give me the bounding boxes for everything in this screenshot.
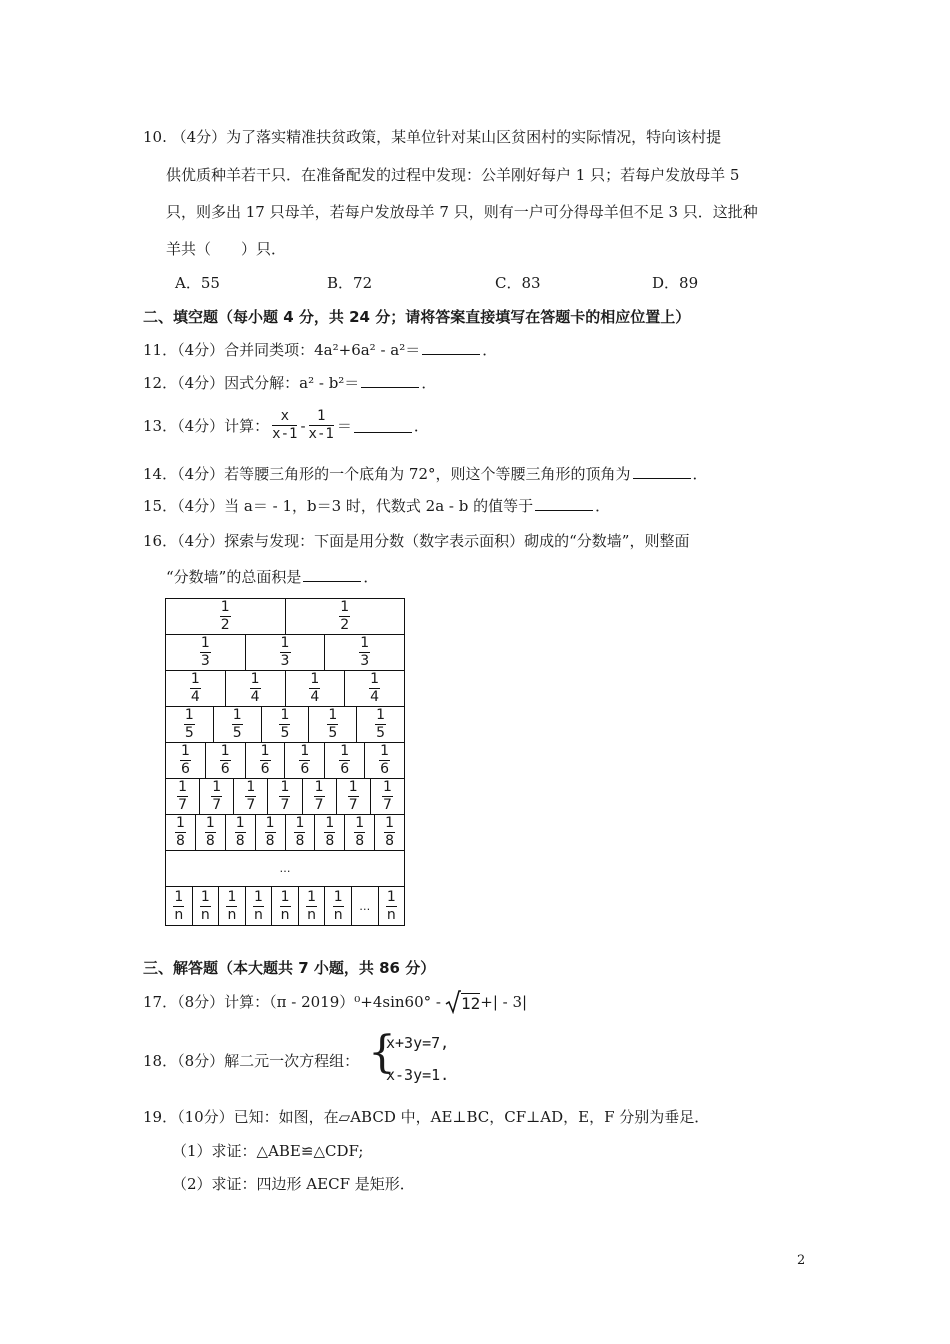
wall-cell: [206, 743, 246, 778]
wall-cell: [166, 743, 206, 778]
fraction-numerator: 1: [386, 888, 396, 905]
fraction-1-over-8: [384, 816, 395, 849]
fraction-denominator: n: [227, 906, 237, 923]
radical-sign: [445, 990, 461, 1014]
fraction-denominator: 2: [340, 617, 350, 633]
q13-minus: -: [300, 416, 306, 435]
q10-line4: 羊共（ ）只．: [166, 240, 287, 258]
wall-ellipsis: …: [279, 862, 291, 875]
fraction-1-over-n: [280, 890, 291, 923]
wall-cell: [325, 887, 352, 925]
q13-equals: ＝: [336, 416, 352, 435]
fraction-numerator: 1: [174, 888, 184, 905]
fraction-denominator: 6: [220, 761, 230, 777]
fraction-denominator: 7: [178, 797, 188, 813]
wall-cell: [357, 707, 404, 742]
wall-cell: [303, 779, 337, 814]
fraction-denominator: 7: [382, 797, 392, 813]
wall-cell: [371, 779, 404, 814]
fraction-1-over-n: [306, 890, 317, 923]
wall-cell: [226, 815, 256, 850]
wall-cell: [166, 779, 200, 814]
wall-cell: [246, 743, 286, 778]
fraction-1-over-6: [260, 744, 271, 777]
wall-cell: [196, 815, 226, 850]
wall-cell: [345, 815, 375, 850]
fraction-numerator: 1: [175, 815, 185, 831]
fraction-numerator: 1: [280, 635, 290, 651]
fraction-denominator: 5: [376, 725, 386, 741]
fraction-denominator: 8: [355, 833, 365, 849]
wall-row-6: [166, 743, 404, 779]
fraction-numerator: 1: [220, 599, 230, 615]
fraction-denominator: 4: [190, 689, 200, 705]
fraction-denominator: 6: [380, 761, 389, 777]
fraction-denominator: 3: [280, 653, 290, 669]
wall-cell: [325, 635, 404, 670]
wall-cell: [379, 887, 405, 925]
q11: [143, 340, 497, 360]
fraction-denominator: 8: [295, 833, 305, 849]
q12: [143, 373, 436, 393]
fraction-numerator: 1: [340, 743, 350, 759]
fraction-numerator: 1: [307, 888, 317, 905]
q18-text: 18．（8分）解二元一次方程组：: [143, 1052, 360, 1070]
fraction-denominator: 5: [184, 725, 194, 741]
fraction-1-over-6: [180, 744, 191, 777]
q17-text: 17．（8分）计算：（π - 2019）⁰+4sin60° -: [143, 993, 441, 1011]
q16-end: ．: [363, 568, 379, 586]
fraction-1-over-3: [280, 636, 291, 669]
wall-row-4: [166, 671, 404, 707]
fraction-1-over-6: [339, 744, 350, 777]
fraction-denominator: n: [280, 906, 290, 923]
wall-cell: [256, 815, 286, 850]
q16-line1: 16．（4分）探索与发现：下面是用分数（数字表示面积）砌成的“分数墙”，则整面: [143, 532, 690, 550]
fraction-denominator: 5: [280, 725, 290, 741]
q12-end: ．: [421, 374, 437, 392]
wall-cell: [200, 779, 234, 814]
fraction-denominator: 2: [220, 617, 230, 633]
wall-row-7: [166, 779, 404, 815]
fraction-1-over-8: [175, 816, 186, 849]
fraction-wall: [165, 598, 405, 926]
fraction-1-over-n: [253, 890, 264, 923]
fraction-numerator: 1: [250, 671, 260, 687]
fraction-1-over-4: [369, 672, 380, 705]
wall-cell: [337, 779, 371, 814]
fraction-denominator: 6: [300, 761, 310, 777]
fraction-numerator: 1: [178, 779, 188, 795]
fraction-1-over-7: [245, 780, 256, 813]
fraction-numerator: 1: [184, 707, 194, 723]
fraction-1-over-7: [177, 780, 188, 813]
q19-line1: 19．（10分）已知：如图，在▱ABCD 中，AE⊥BC，CF⊥AD，E，F 分别为垂足．: [143, 1108, 710, 1126]
fraction-numerator: 1: [190, 671, 200, 687]
fraction-1-over-5: [232, 708, 243, 741]
wall-cell: [286, 599, 405, 634]
fraction-1-over-n: [200, 890, 211, 923]
q11-text: 11．（4分）合并同类项：4a²+6a² - a²＝: [143, 341, 421, 359]
fraction-1-over-5: [327, 708, 338, 741]
fraction-denominator: 6: [180, 761, 190, 777]
q16-text: “分数墙”的总面积是: [166, 568, 302, 586]
fraction-denominator: 6: [340, 761, 350, 777]
wall-row-3: [166, 635, 404, 671]
fraction-denominator: 5: [232, 725, 242, 741]
wall-cell: [286, 671, 346, 706]
fraction-denominator: 8: [235, 833, 245, 849]
fraction-1-over-5: [184, 708, 195, 741]
fraction-numerator: 1: [328, 707, 338, 723]
q12-answer-blank: [361, 373, 419, 388]
q13-end: ．: [413, 416, 429, 435]
q13-fraction-1: [272, 408, 297, 443]
fraction-numerator: 1: [314, 779, 324, 795]
wall-cell: [299, 887, 326, 925]
fraction-1-over-4: [309, 672, 320, 705]
wall-cell: [262, 707, 310, 742]
fraction-1-over-8: [324, 816, 335, 849]
fraction-denominator: 4: [370, 689, 380, 705]
fraction-numerator: 1: [254, 888, 263, 905]
fraction-numerator: 1: [246, 779, 256, 795]
fraction-numerator: 1: [280, 779, 290, 795]
fraction-1-over-3: [359, 636, 370, 669]
wall-cell: [193, 887, 220, 925]
wall-cell: [286, 815, 316, 850]
wall-row-8: [166, 815, 404, 851]
fraction-denominator: 4: [310, 689, 320, 705]
fraction-denominator: n: [386, 906, 396, 923]
q14-end: ．: [692, 465, 708, 483]
fraction-denominator: n: [307, 906, 317, 923]
fraction-denominator: 8: [205, 833, 215, 849]
fraction-1-over-2: [339, 600, 350, 633]
section-heading-solutions: 三、解答题（本大题共 7 小题，共 86 分）: [143, 959, 436, 977]
fraction-numerator: 1: [310, 671, 320, 687]
fraction-numerator: 1: [295, 815, 305, 831]
fraction-numerator: 1: [227, 888, 237, 905]
equation-system-brace: {: [368, 1027, 396, 1078]
fraction-1-over-n: [226, 890, 237, 923]
fraction-denominator: 7: [348, 797, 358, 813]
fraction-numerator: 1: [260, 743, 270, 759]
wall-cell: [246, 635, 326, 670]
wall-cell: [309, 707, 357, 742]
fraction-1-over-2: [220, 600, 231, 633]
wall-cell: [166, 635, 246, 670]
wall-cell: [315, 815, 345, 850]
fraction-1-over-8: [294, 816, 305, 849]
fraction-1-over-5: [279, 708, 290, 741]
fraction-denominator: 7: [280, 797, 290, 813]
wall-cell: [234, 779, 268, 814]
fraction-1-over-8: [235, 816, 246, 849]
wall-row-n: [166, 887, 404, 925]
wall-cell: [345, 671, 404, 706]
q13-answer-blank: [354, 418, 412, 433]
fraction-denominator: 7: [212, 797, 222, 813]
fraction-denominator: 6: [260, 761, 270, 777]
q17-tail: +| - 3|: [480, 993, 528, 1011]
q18-equation-1: x+3y=7,: [386, 1034, 450, 1052]
fraction-1-over-7: [382, 780, 393, 813]
q16-line2: [166, 567, 378, 587]
fraction-denominator: 8: [325, 833, 335, 849]
section-heading-fill-in: 二、填空题（每小题 4 分，共 24 分；请将答案直接填写在答题卡的相应位置上）: [143, 308, 691, 326]
q10-line2: 供优质种羊若干只．在准备配发的过程中发现：公羊刚好每户 1 只；若每户发放母羊 5: [166, 166, 740, 184]
q12-text: 12．（4分）因式分解：a² - b²＝: [143, 374, 360, 392]
q13-fraction-2-denominator: x-1: [308, 426, 334, 442]
fraction-numerator: 1: [333, 888, 343, 905]
q14: [143, 464, 708, 484]
fraction-numerator: 1: [265, 815, 275, 831]
fraction-denominator: n: [174, 906, 184, 923]
fraction-1-over-8: [354, 816, 365, 849]
wall-cell: [166, 815, 196, 850]
fraction-1-over-8: [265, 816, 276, 849]
fraction-1-over-n: [386, 890, 397, 923]
fraction-1-over-6: [379, 744, 390, 777]
fraction-numerator: 1: [200, 888, 210, 905]
fraction-denominator: 8: [265, 833, 275, 849]
q15: [143, 496, 610, 516]
q14-text: 14．（4分）若等腰三角形的一个底角为 72°，则这个等腰三角形的顶角为: [143, 465, 631, 483]
q17-radicand: 12: [460, 994, 481, 1013]
q10-option-c: C．83: [495, 274, 541, 292]
fraction-1-over-n: [333, 890, 344, 923]
fraction-1-over-7: [348, 780, 359, 813]
fraction-numerator: 1: [385, 815, 395, 831]
q13-fraction-2: [309, 408, 334, 443]
fraction-numerator: 1: [348, 779, 358, 795]
wall-cell: [226, 671, 286, 706]
fraction-numerator: 1: [280, 707, 290, 723]
q14-answer-blank: [633, 464, 691, 479]
wall-cell: [214, 707, 262, 742]
q13-fraction-1-denominator: x-1: [272, 426, 298, 442]
wall-cell: [285, 743, 325, 778]
fraction-numerator: 1: [235, 815, 245, 831]
fraction-1-over-6: [220, 744, 231, 777]
wall-cell: [166, 707, 214, 742]
fraction-numerator: 1: [200, 635, 210, 651]
fraction-1-over-4: [190, 672, 201, 705]
wall-cell: [325, 743, 365, 778]
fraction-1-over-6: [299, 744, 310, 777]
q13-text: 13．（4分）计算：: [143, 416, 270, 435]
fraction-numerator: 1: [382, 779, 392, 795]
fraction-1-over-7: [211, 780, 222, 813]
fraction-denominator: 8: [175, 833, 185, 849]
q13: [143, 408, 429, 443]
q15-answer-blank: [535, 496, 593, 511]
fraction-denominator: n: [333, 906, 343, 923]
q13-fraction-2-numerator: 1: [316, 408, 326, 424]
q17: [143, 990, 527, 1014]
fraction-numerator: 1: [340, 599, 350, 615]
wall-row-ellipsis: [166, 851, 404, 887]
fraction-denominator: n: [200, 906, 210, 923]
fraction-numerator: 1: [205, 815, 215, 831]
fraction-1-over-7: [279, 780, 290, 813]
fraction-denominator: 3: [360, 653, 370, 669]
fraction-denominator: 7: [246, 797, 256, 813]
fraction-denominator: 4: [250, 689, 260, 705]
wall-cell: [268, 779, 302, 814]
fraction-numerator: 1: [280, 888, 290, 905]
fraction-numerator: 1: [380, 743, 389, 759]
wall-cell: [246, 887, 273, 925]
fraction-1-over-7: [314, 780, 325, 813]
q16-answer-blank: [303, 567, 361, 582]
q10-option-a: A．55: [175, 274, 220, 292]
fraction-1-over-n: [173, 890, 184, 923]
fraction-1-over-4: [250, 672, 261, 705]
fraction-numerator: 1: [212, 779, 222, 795]
fraction-numerator: 1: [300, 743, 310, 759]
q11-answer-blank: [422, 340, 480, 355]
q19-part2: （2）求证：四边形 AECF 是矩形．: [172, 1175, 415, 1193]
wall-cell: [365, 743, 404, 778]
wall-cell: [166, 671, 226, 706]
wall-row-2: [166, 599, 404, 635]
wall-cell: [272, 887, 299, 925]
fraction-1-over-5: [375, 708, 386, 741]
fraction-1-over-3: [200, 636, 211, 669]
fraction-numerator: 1: [370, 671, 380, 687]
wall-row-n-ellipsis: …: [352, 887, 379, 925]
q19-part1: （1）求证：△ABE≌△CDF;: [172, 1142, 364, 1160]
q10-line3: 只，则多出 17 只母羊，若每户发放母羊 7 只，则有一户可分得母羊但不足 3 只．这批种: [166, 203, 758, 221]
q10-line1: 10. （4分）为了落实精准扶贫政策，某单位针对某山区贫困村的实际情况，特向该村提: [143, 128, 722, 146]
fraction-denominator: 8: [385, 833, 395, 849]
q15-end: ．: [595, 497, 611, 515]
fraction-numerator: 1: [180, 743, 190, 759]
wall-row-5: [166, 707, 404, 743]
wall-cell: [219, 887, 246, 925]
fraction-numerator: 1: [325, 815, 335, 831]
q10-option-d: D．89: [652, 274, 699, 292]
q15-text: 15．（4分）当 a＝ - 1，b＝3 时，代数式 2a - b 的值等于: [143, 497, 534, 515]
fraction-1-over-8: [205, 816, 216, 849]
fraction-numerator: 1: [376, 707, 386, 723]
fraction-numerator: 1: [355, 815, 365, 831]
fraction-numerator: 1: [360, 635, 370, 651]
fraction-numerator: 1: [232, 707, 242, 723]
q10-option-b: B．72: [327, 274, 373, 292]
fraction-denominator: 7: [314, 797, 324, 813]
wall-cell: [166, 599, 286, 634]
q11-end: ．: [482, 341, 498, 359]
fraction-numerator: 1: [220, 743, 230, 759]
fraction-denominator: 3: [200, 653, 210, 669]
q18-equation-2: x-3y=1.: [386, 1066, 450, 1084]
wall-cell: [375, 815, 404, 850]
q13-fraction-1-numerator: x: [280, 408, 289, 424]
fraction-denominator: 5: [328, 725, 338, 741]
page-number: 2: [797, 1253, 806, 1268]
wall-cell: [166, 887, 193, 925]
sqrt-expression: [445, 990, 480, 1014]
fraction-denominator: n: [254, 906, 263, 923]
